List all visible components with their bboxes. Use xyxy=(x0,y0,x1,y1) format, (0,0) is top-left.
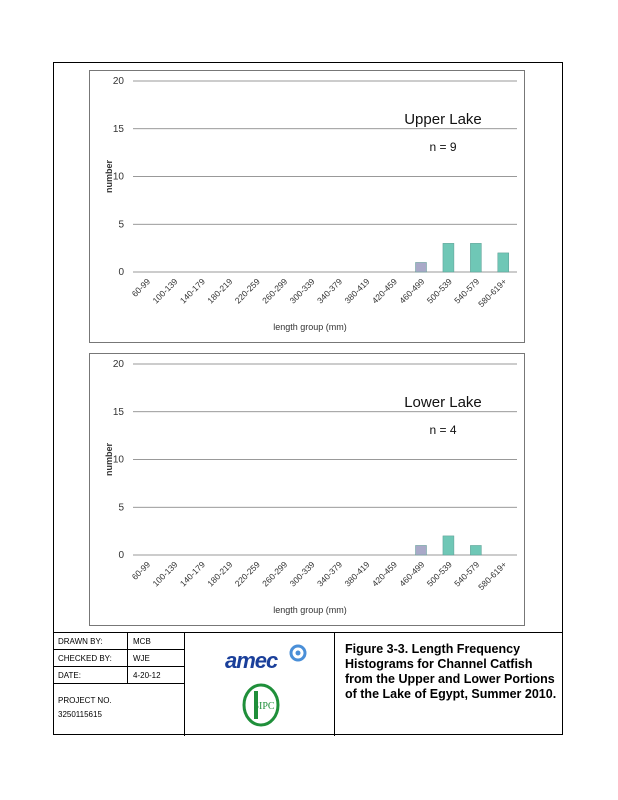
drawn-by-label: DRAWN BY: xyxy=(58,637,103,646)
drawn-by-row xyxy=(53,633,185,650)
x-axis-label: length group (mm) xyxy=(273,322,347,332)
project-label: PROJECT NO. xyxy=(58,696,112,705)
x-tick-label: 260-299 xyxy=(260,276,290,306)
x-tick-label: 60-99 xyxy=(129,276,153,299)
x-tick-label: 580-619+ xyxy=(476,559,509,592)
chart-subtitle: n = 9 xyxy=(429,140,457,154)
x-tick-label: 580-619+ xyxy=(476,276,509,309)
chart-title: Upper Lake xyxy=(404,111,482,128)
date-row xyxy=(53,667,185,684)
logo-area xyxy=(185,633,335,736)
y-tick-label: 0 xyxy=(118,550,124,561)
x-tick-label: 140-179 xyxy=(177,276,207,306)
bar xyxy=(470,545,481,555)
sipc-seal-text: SIPC xyxy=(253,701,275,712)
checked-by-value: WJE xyxy=(133,654,150,663)
y-tick-label: 0 xyxy=(118,267,124,278)
upper-lake-chart xyxy=(89,70,525,343)
chart-subtitle: n = 4 xyxy=(429,423,457,437)
x-tick-label: 540-579 xyxy=(452,276,482,306)
y-tick-label: 20 xyxy=(112,359,124,370)
x-tick-label: 220-259 xyxy=(232,276,262,306)
chart-svg xyxy=(90,354,526,627)
figure-title: Figure 3-3. Length Frequency Histograms for Channel Catfish from the Upper and Lower Portions of the Lake of Egypt, Summer 2010. xyxy=(345,642,557,701)
x-tick-label: 180-219 xyxy=(205,276,235,306)
x-tick-label: 500-539 xyxy=(424,276,454,306)
y-tick-label: 15 xyxy=(112,123,124,135)
x-tick-label: 380-419 xyxy=(342,559,372,589)
x-tick-label: 540-579 xyxy=(452,559,482,589)
x-tick-label: 100-139 xyxy=(150,559,180,589)
y-tick-label: 5 xyxy=(118,502,124,514)
x-tick-label: 140-179 xyxy=(177,559,207,589)
bar xyxy=(416,262,427,272)
date-value: 4-20-12 xyxy=(133,671,161,680)
x-tick-label: 100-139 xyxy=(150,276,180,306)
x-tick-label: 500-539 xyxy=(424,559,454,589)
x-tick-label: 60-99 xyxy=(129,559,153,582)
chart-svg xyxy=(90,71,526,344)
x-tick-label: 380-419 xyxy=(342,276,372,306)
x-tick-label: 260-299 xyxy=(260,559,290,589)
project-number xyxy=(58,694,112,722)
title-block xyxy=(53,632,563,736)
y-axis-label: number xyxy=(104,442,114,477)
y-tick-label: 20 xyxy=(112,76,124,87)
y-axis-label: number xyxy=(104,159,114,194)
bar xyxy=(416,545,427,555)
checked-by-row xyxy=(53,650,185,667)
x-tick-label: 460-499 xyxy=(397,559,427,589)
x-tick-label: 340-379 xyxy=(314,559,345,589)
y-tick-label: 10 xyxy=(112,454,124,466)
amec-mark-icon xyxy=(288,643,308,663)
bar xyxy=(498,253,509,272)
bar xyxy=(443,243,454,272)
amec-logo: amec xyxy=(225,648,278,673)
bar xyxy=(443,536,454,555)
y-tick-label: 10 xyxy=(112,171,124,183)
x-tick-label: 300-339 xyxy=(287,559,317,589)
sipc-seal-icon xyxy=(241,682,281,728)
project-value: 3250115615 xyxy=(58,710,102,719)
checked-by-label: CHECKED BY: xyxy=(58,654,112,663)
x-axis-label: length group (mm) xyxy=(273,605,347,615)
title-block-info xyxy=(53,633,185,736)
drawn-by-value: MCB xyxy=(133,637,151,646)
lower-lake-chart xyxy=(89,353,525,626)
x-tick-label: 220-259 xyxy=(232,559,262,589)
x-tick-label: 460-499 xyxy=(397,276,427,306)
date-label: DATE: xyxy=(58,671,81,680)
x-tick-label: 340-379 xyxy=(314,276,345,306)
bar xyxy=(470,243,481,272)
x-tick-label: 300-339 xyxy=(287,276,317,306)
x-tick-label: 420-459 xyxy=(369,276,399,306)
y-tick-label: 15 xyxy=(112,406,124,418)
x-tick-label: 180-219 xyxy=(205,559,235,589)
y-tick-label: 5 xyxy=(118,219,124,231)
x-tick-label: 420-459 xyxy=(369,559,399,589)
chart-title: Lower Lake xyxy=(404,394,482,411)
